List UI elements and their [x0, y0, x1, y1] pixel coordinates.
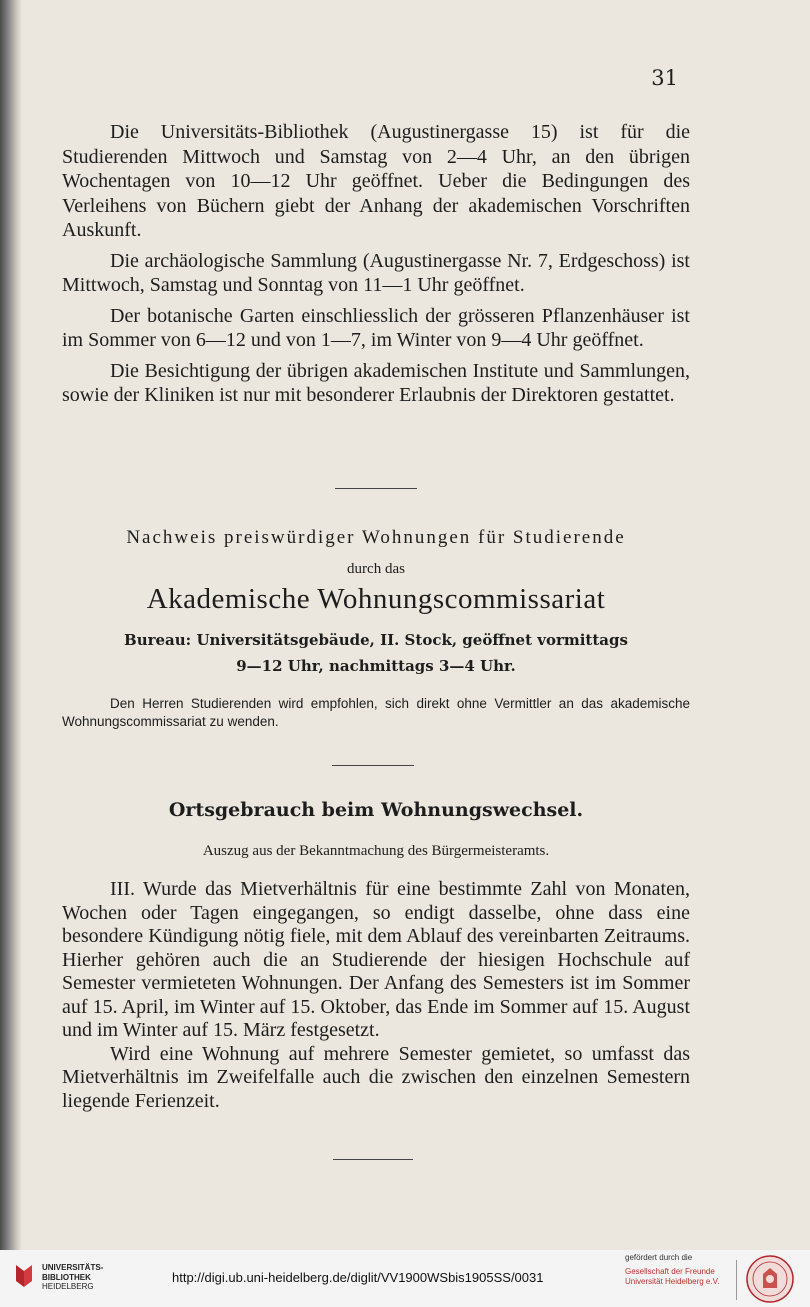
library-name-line-3: HEIDELBERG: [42, 1282, 94, 1291]
paragraph-botanical-garden: Der botanische Garten einschliesslich der grösseren Pflanzenhäuser ist im Sommer von 6—12 und von 1—7, im Winter von 9—4 Uhr geöffnet.: [62, 304, 690, 351]
intro-text-block: [62, 120, 690, 414]
sponsor-name-line-2: Universität Heidelberg e.V.: [625, 1277, 720, 1286]
housing-note: [62, 695, 690, 731]
bureau-line-1: Bureau: Universitätsgebäude, II. Stock, geöffnet vormittags: [124, 631, 628, 649]
sponsor-label: gefördert durch die: [625, 1253, 693, 1262]
bureau-line-2: 9—12 Uhr, nachmittags 3—4 Uhr.: [236, 657, 516, 675]
permalink-url[interactable]: http://digi.ub.uni-heidelberg.de/diglit/VV1900WSbis1905SS/0031: [172, 1270, 544, 1285]
sponsor-name: [625, 1267, 719, 1287]
library-name-line-2: BIBLIOTHEK: [42, 1272, 91, 1282]
paragraph-archaeology: Die archäologische Sammlung (Augustinergasse Nr. 7, Erdgeschoss) ist Mittwoch, Samstag und Sonntag von 11—1 Uhr geöffnet.: [62, 249, 690, 296]
library-name: [42, 1263, 103, 1292]
library-name-line-1: UNIVERSITÄTS-: [42, 1263, 104, 1272]
paragraph-library: Die Universitäts-Bibliothek (Augustinergasse 15) ist für die Studierenden Mittwoch und Samstag von 2—4 Uhr, an den übrigen Wochentagen von 10—12 Uhr geöffnet. Ueber die Bedingungen des Verleihens von Büchern giebt der Anhang der akademischen Vorschriften Auskunft.: [62, 121, 690, 241]
paragraph-rental-term: III. Wurde das Mietverhältnis für eine bestimmte Zahl von Monaten, Wochen oder Tagen eingegangen, so endigt dasselbe, ohne dass eine besondere Kündigung nötig fiele, mit dem Ablauf des vereinbarten Zeitraums. Hierher gehören auch die an Studierende der hiesigen Hochschule auf Semester vermieteten Wohnungen. Der Anfang des Semesters ist im Sommer auf 15. April, im Winter auf 15. Oktober, das Ende im Sommer auf 15. August und im Winter auf 15. März festgesetzt.: [62, 878, 690, 1041]
page-number: 31: [651, 66, 678, 90]
custom-text-block: [62, 878, 690, 1119]
housing-heading: Nachweis preiswürdiger Wohnungen für Studierende: [126, 527, 626, 548]
housing-note-text: Den Herren Studierenden wird empfohlen, sich direkt ohne Vermittler an das akademische Wohnungscommissariat zu wenden.: [62, 696, 690, 729]
footer-bar: [0, 1250, 810, 1307]
university-library-logo-icon: [10, 1262, 38, 1290]
paragraph-institutes: Die Besichtigung der übrigen akademischen Institute und Sammlungen, sowie der Kliniken ist nur mit besonderer Erlaubnis der Direktoren gestattet.: [62, 359, 690, 406]
footer-divider: [736, 1260, 737, 1300]
section-divider: [332, 765, 414, 766]
sponsor-name-line-1: Gesellschaft der Freunde: [625, 1267, 715, 1276]
section-divider: [335, 488, 417, 489]
housing-durch: durch das: [347, 561, 405, 577]
paragraph-multiple-semesters: Wird eine Wohnung auf mehrere Semester gemietet, so umfasst das Mietverhältnis im Zweifelfalle auch die zwischen den einzelnen Semestern liegende Ferienzeit.: [62, 1042, 690, 1112]
university-seal-icon: [745, 1254, 795, 1304]
book-spine-shadow: [0, 0, 22, 1250]
custom-heading: Ortsgebrauch beim Wohnungswechsel.: [168, 799, 584, 821]
section-divider: [333, 1159, 413, 1160]
housing-title: Akademische Wohnungscommissariat: [146, 583, 606, 615]
custom-subtitle: Auszug aus der Bekanntmachung des Bürgermeisteramts.: [202, 843, 550, 859]
